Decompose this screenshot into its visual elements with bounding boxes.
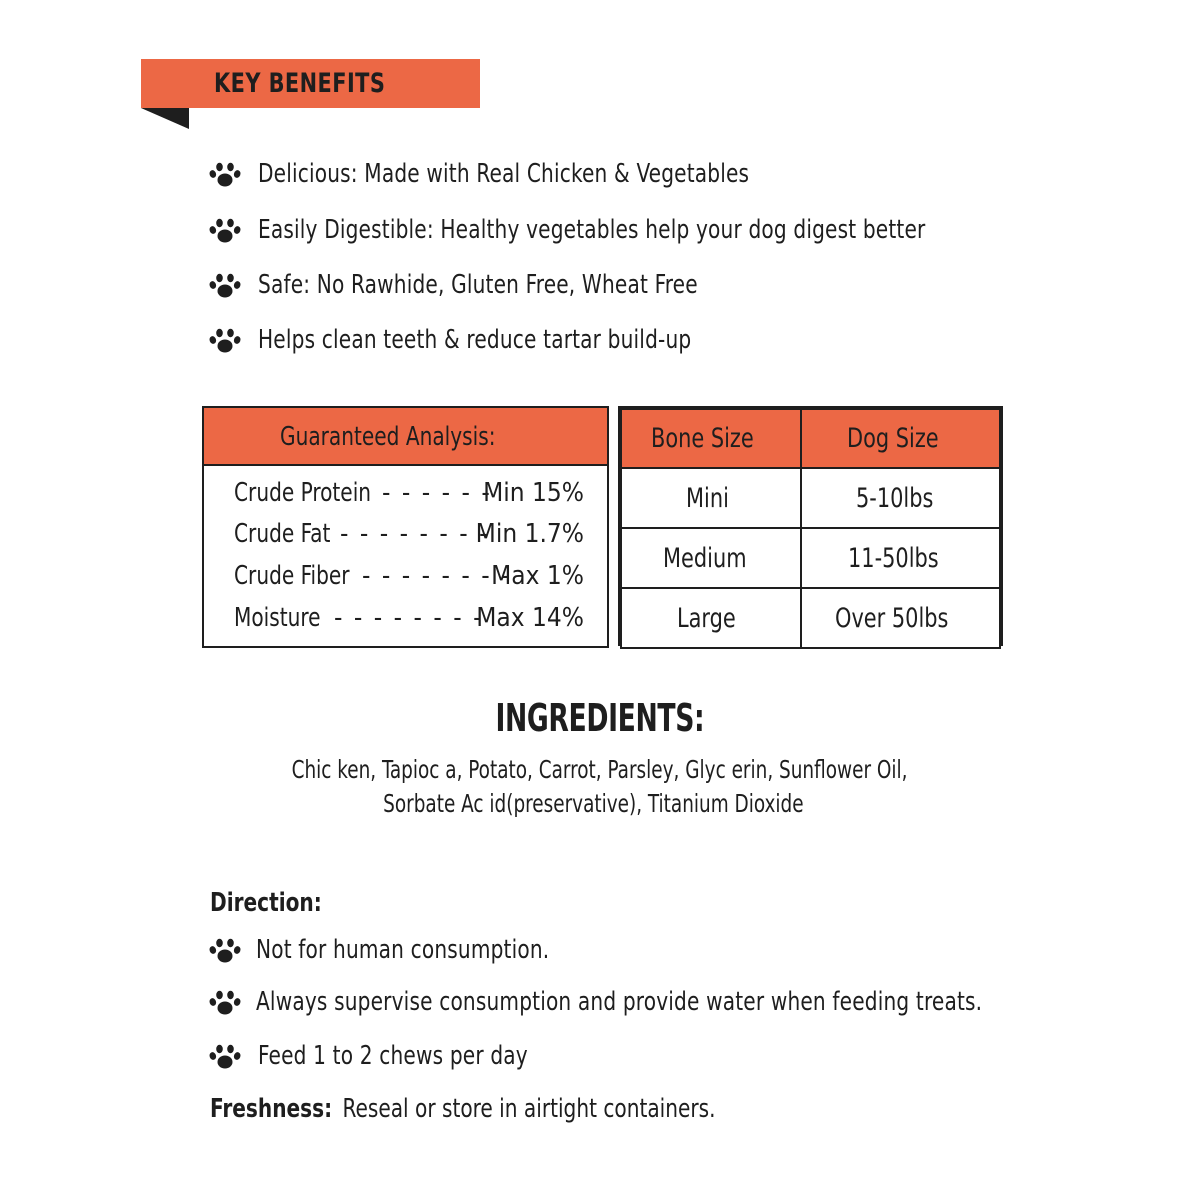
- analysis-label: Crude Protein: [234, 478, 372, 508]
- freshness-text: Reseal or store in airtight containers.: [342, 1094, 716, 1124]
- bone-size-cell: [621, 588, 801, 648]
- guaranteed-analysis-table: [202, 406, 609, 648]
- direction-text: Always supervise consumption and provide water when feeding treats.: [256, 987, 983, 1017]
- ingredients-heading: [0, 696, 1200, 740]
- benefit-text: Easily Digestible: Healthy vegetables help your dog digest better: [258, 215, 926, 245]
- direction-text: Feed 1 to 2 chews per day: [258, 1041, 528, 1071]
- size-table-row: [621, 468, 1000, 528]
- analysis-label: Crude Fiber: [234, 561, 350, 591]
- paw-icon: [208, 270, 242, 300]
- dog-size-value: 5-10lbs: [855, 482, 934, 514]
- size-table-header-row: [621, 409, 1000, 468]
- key-benefits-heading: KEY BENEFITS: [214, 68, 386, 99]
- dog-size-cell: [801, 528, 1000, 588]
- ingredients-line: [0, 753, 1200, 787]
- bone-size-header: [621, 409, 801, 468]
- ingredients-line: [0, 787, 1193, 821]
- direction-heading: [210, 884, 340, 922]
- dog-size-value: 11-50lbs: [847, 542, 939, 574]
- banner-fold-shape: [141, 108, 189, 129]
- paw-icon: [208, 1041, 242, 1071]
- analysis-dashes: - - - - - - - -: [334, 603, 484, 633]
- benefit-text: Delicious: Made with Real Chicken & Vegetables: [258, 159, 750, 189]
- dog-size-header: [801, 409, 1000, 468]
- benefit-text: Safe: No Rawhide, Gluten Free, Wheat Free: [258, 270, 698, 300]
- ingredients-line-text: Sorbate Ac id(preservative), Titanium Dioxide: [382, 789, 804, 818]
- freshness-label: Freshness:: [210, 1094, 333, 1124]
- ingredients-heading-text: INGREDIENTS:: [495, 696, 705, 740]
- bone-size-value: Medium: [662, 542, 747, 574]
- direction-heading-text: Direction:: [210, 888, 322, 918]
- bone-size-cell: [621, 468, 801, 528]
- analysis-label: Moisture: [234, 603, 321, 633]
- paw-icon: [208, 935, 242, 965]
- analysis-dashes: - - - - - - - -: [362, 561, 512, 591]
- dog-size-value: Over 50lbs: [834, 602, 949, 634]
- paw-icon: [208, 987, 242, 1017]
- paw-icon: [208, 325, 242, 355]
- guaranteed-analysis-heading-text: Guaranteed Analysis:: [280, 422, 496, 452]
- analysis-value: Min 15%: [483, 478, 584, 508]
- key-benefits-banner: [141, 59, 480, 108]
- direction-text: Not for human consumption.: [256, 935, 550, 965]
- bone-size-value: Large: [676, 602, 736, 634]
- freshness-note: [210, 1090, 798, 1128]
- paw-icon: [208, 215, 242, 245]
- dog-size-cell: [801, 468, 1000, 528]
- size-table-row: [621, 588, 1000, 648]
- analysis-label: Crude Fat: [234, 519, 331, 549]
- ingredients-line-text: Chic ken, Tapioc a, Potato, Carrot, Parsley, Glyc erin, Sunflower Oil,: [292, 755, 908, 784]
- analysis-dashes: - - - - - - - -: [340, 519, 490, 549]
- bone-size-table: [618, 406, 1003, 646]
- bone-size-header-text: Bone Size: [651, 423, 755, 454]
- dog-size-cell: [801, 588, 1000, 648]
- bone-size-value: Mini: [686, 482, 730, 514]
- bone-size-cell: [621, 528, 801, 588]
- dog-size-header-text: Dog Size: [847, 423, 940, 454]
- guaranteed-analysis-heading: [204, 408, 607, 466]
- analysis-dashes: - - - - - -: [382, 478, 492, 508]
- benefit-text: Helps clean teeth & reduce tartar build-up: [258, 325, 692, 355]
- analysis-value: Max 14%: [476, 603, 584, 633]
- analysis-value: Max 1%: [491, 561, 584, 591]
- size-table-row: [621, 528, 1000, 588]
- paw-icon: [208, 159, 242, 189]
- analysis-value: Min 1.7%: [475, 519, 584, 549]
